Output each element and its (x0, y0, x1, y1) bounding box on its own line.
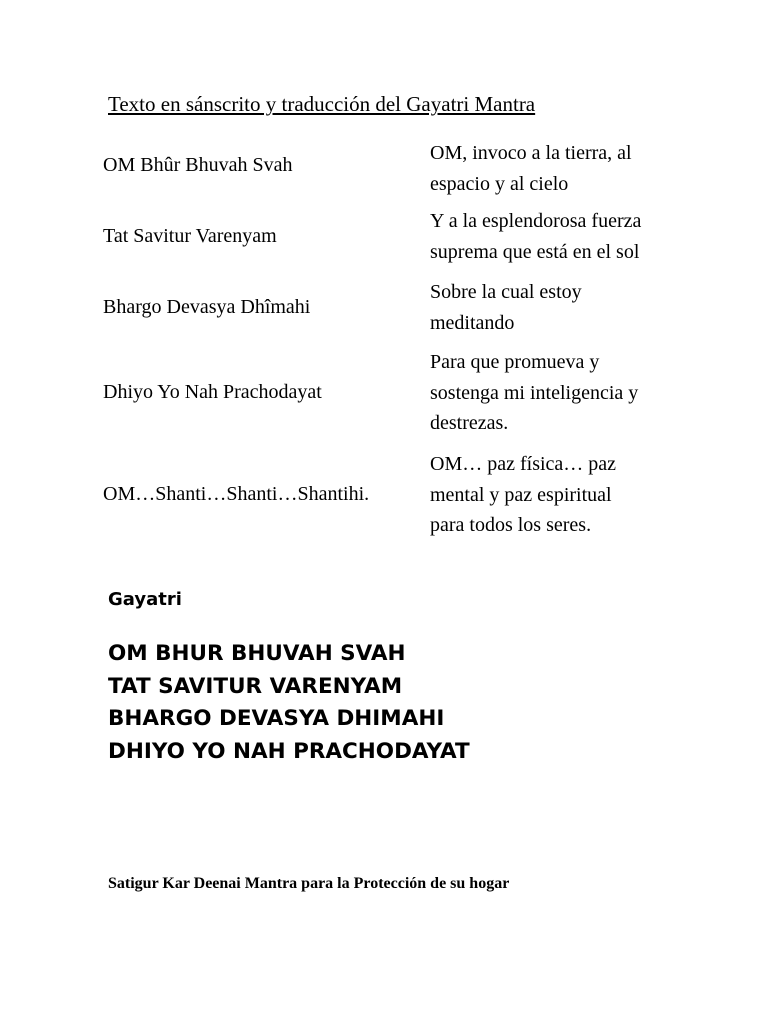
translation-text (430, 206, 720, 267)
mantra-line: DHIYO YO NAH PRACHODAYAT (108, 738, 470, 764)
gayatri-heading: Gayatri (108, 589, 182, 610)
translation-text (430, 449, 720, 541)
translation-line: suprema que está en el sol (430, 240, 640, 263)
translation-text (430, 277, 720, 338)
translation-line: Para que promueva y (430, 351, 600, 373)
mantra-line: TAT SAVITUR VARENYAM (108, 673, 403, 699)
sanskrit-text: Dhiyo Yo Nah Prachodayat (103, 381, 322, 403)
mantra-line: OM BHUR BHUVAH SVAH (108, 641, 406, 666)
mantra-line: BHARGO DEVASYA DHIMAHI (108, 706, 445, 731)
translation-line: OM… paz física… paz (430, 453, 617, 475)
translation-line: espacio y al cielo (430, 172, 569, 195)
sanskrit-text: Bhargo Devasya Dhîmahi (103, 296, 311, 318)
translation-text (430, 138, 720, 199)
translation-line: Sobre la cual estoy (430, 281, 582, 303)
translation-text (430, 347, 720, 439)
sanskrit-text: OM Bhûr Bhuvah Svah (103, 154, 293, 176)
translation-line: meditando (430, 311, 515, 334)
page-title: Texto en sánscrito y traducción del Gayatri Mantra (108, 92, 536, 116)
translation-line: para todos los seres. (430, 514, 592, 536)
translation-line: mental y paz espiritual (430, 483, 612, 506)
translation-line: OM, invoco a la tierra, al (430, 142, 632, 164)
gayatri-mantra-block (108, 638, 470, 768)
translation-line: sostenga mi inteligencia y (430, 381, 639, 404)
translation-line: Y a la esplendorosa fuerza (430, 210, 642, 232)
sanskrit-text: OM…Shanti…Shanti…Shantihi. (103, 483, 370, 505)
footer-heading: Satigur Kar Deenai Mantra para la Protección de su hogar (108, 875, 510, 892)
sanskrit-text: Tat Savitur Varenyam (103, 225, 277, 247)
translation-line: destrezas. (430, 412, 509, 434)
